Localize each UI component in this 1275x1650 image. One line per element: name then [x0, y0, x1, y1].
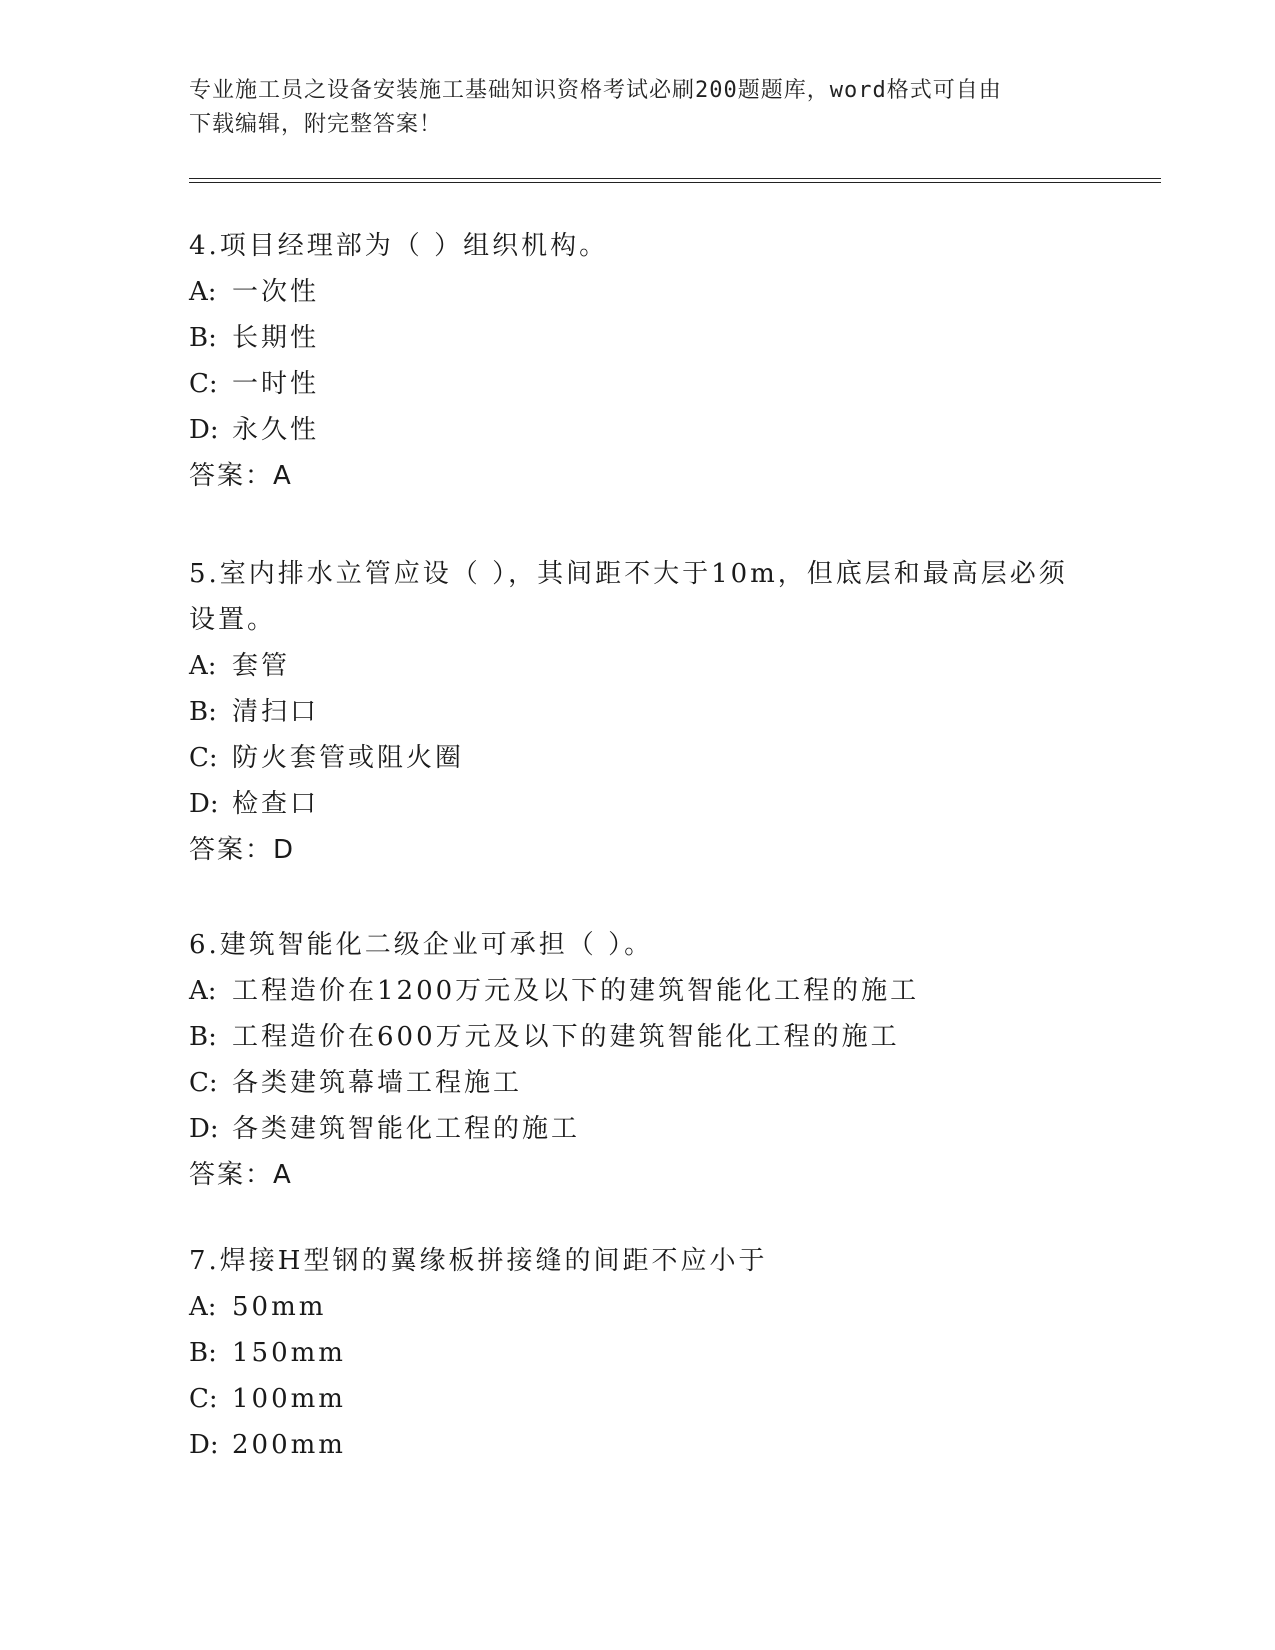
option-a: A: 一次性 [189, 277, 320, 307]
question-5 [189, 551, 1089, 873]
option-a: A: 50mm [189, 1292, 327, 1322]
option-c: C: 各类建筑幕墙工程施工 [189, 1068, 523, 1098]
question-4 [189, 223, 1089, 499]
answer: 答案：A [189, 461, 293, 491]
option-a: A: 工程造价在1200万元及以下的建筑智能化工程的施工 [189, 976, 920, 1006]
option-c: C: 100mm [189, 1384, 346, 1414]
answer: 答案：D [189, 835, 296, 865]
header-divider [189, 178, 1161, 183]
question-stem: 7.焊接H型钢的翼缘板拼接缝的间距不应小于 [189, 1246, 768, 1276]
option-b: B: 清扫口 [189, 697, 320, 727]
option-c: C: 防火套管或阻火圈 [189, 743, 465, 773]
option-d: D: 永久性 [189, 415, 320, 445]
question-stem-cont: 设置。 [189, 605, 277, 635]
option-b: B: 长期性 [189, 323, 320, 353]
question-stem: 6.建筑智能化二级企业可承担（ ）。 [189, 930, 654, 960]
question-stem: 4.项目经理部为（ ）组织机构。 [189, 231, 609, 261]
option-a: A: 套管 [189, 651, 291, 681]
option-d: D: 各类建筑智能化工程的施工 [189, 1114, 581, 1144]
option-d: D: 检查口 [189, 789, 320, 819]
header-line-2: 下载编辑，附完整答案！ [189, 112, 443, 137]
option-c: C: 一时性 [189, 369, 320, 399]
option-d: D: 200mm [189, 1430, 346, 1460]
option-b: B: 工程造价在600万元及以下的建筑智能化工程的施工 [189, 1022, 900, 1052]
question-6 [189, 922, 1089, 1198]
document-header [189, 74, 1069, 142]
option-b: B: 150mm [189, 1338, 346, 1368]
answer: 答案：A [189, 1160, 293, 1190]
question-stem: 5.室内排水立管应设（ ），其间距不大于10m，但底层和最高层必须 [189, 559, 1068, 589]
header-line-1: 专业施工员之设备安装施工基础知识资格考试必刷200题题库，word格式可自由 [189, 78, 1002, 103]
question-7 [189, 1238, 1089, 1468]
